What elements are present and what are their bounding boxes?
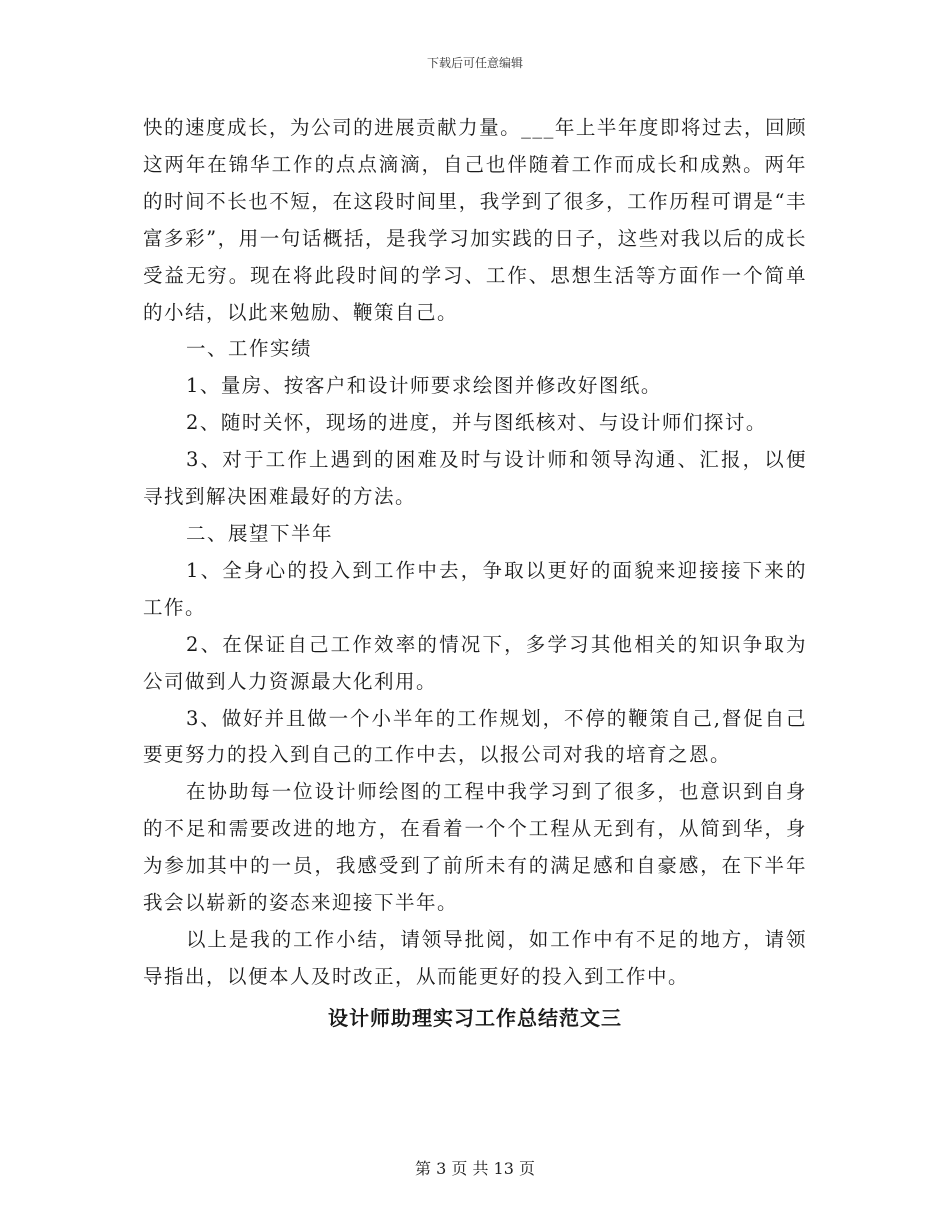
page-header: 下载后可任意编辑 [426,56,523,70]
heading-outlook: 二、展望下半年 [186,521,334,545]
list-item-achievement-1: 1、量房、按客户和设计师要求绘图并修改好图纸。 [186,374,662,398]
paragraph-reflection: 在协助每一位设计师绘图的工程中我学习到了很多，也意识到自身的不足和需要改进的地方，在看着一个个工程从无到有，从简到华，身为参加其中的一员，我感受到了前所未有的满足感和自豪感，在下半年我会以崭新的姿态来迎接下半年。 [143,780,807,915]
page-footer: 第 3 页 共 13 页 [415,1159,535,1178]
section-title: 设计师助理实习工作总结范文三 [328,1005,622,1030]
paragraph-closing: 以上是我的工作小结，请领导批阅，如工作中有不足的地方，请领导指出，以便本人及时改正，从而能更好的投入到工作中。 [143,927,807,988]
list-item-achievement-2: 2、随时关怀，现场的进度，并与图纸核对、与设计师们探讨。 [186,411,767,435]
document-body [143,110,807,1034]
list-item-outlook-3: 3、做好并且做一个小半年的工作规划，不停的鞭策自己,督促自己要更努力的投入到自己的工作中去，以报公司对我的培育之恩。 [143,706,807,767]
list-item-achievement-3: 3、对于工作上遇到的困难及时与设计师和领导沟通、汇报，以便寻找到解决困难最好的方法。 [143,448,807,509]
list-item-outlook-2: 2、在保证自己工作效率的情况下，多学习其他相关的知识争取为公司做到人力资源最大化利用。 [143,632,807,693]
list-item-outlook-1: 1、全身心的投入到工作中去，争取以更好的面貌来迎接接下来的工作。 [143,558,807,619]
paragraph-intro: 快的速度成长，为公司的进展贡献力量。___年上半年度即将过去，回顾这两年在锦华工作的点点滴滴，自己也伴随着工作而成长和成熟。两年的时间不长也不短，在这段时间里，我学到了很多，工作历程可谓是“丰富多彩”，用一句话概括，是我学习加实践的日子，这些对我以后的成长受益无穷。现在将此段时间的学习、工作、思想生活等方面作一个简单的小结，以此来勉励、鞭策自己。 [143,116,807,324]
heading-work-achievements: 一、工作实绩 [186,337,313,361]
